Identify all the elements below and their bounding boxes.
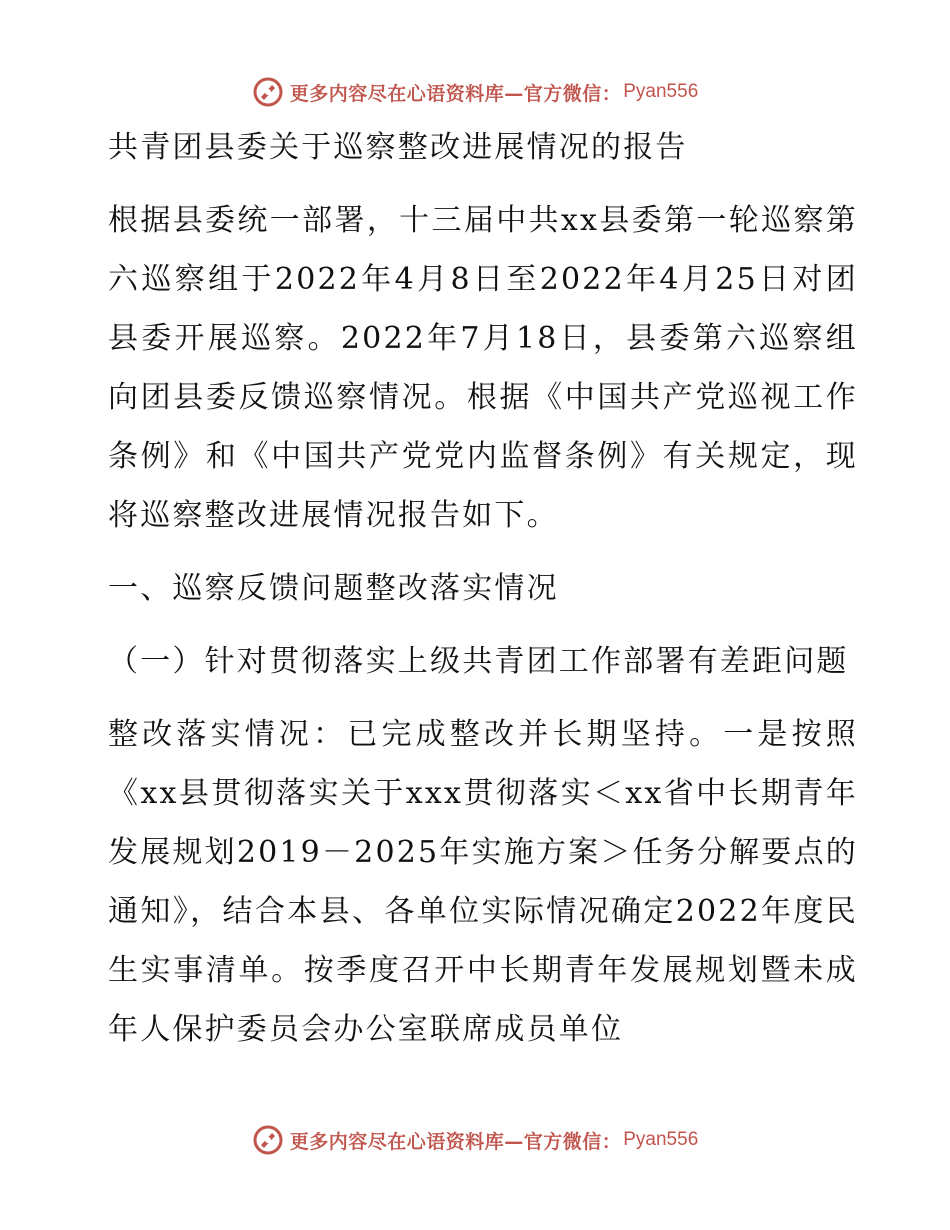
watermark-id: Pyan556: [623, 1129, 699, 1150]
document-body: [98, 118, 858, 1059]
watermark-text: 更多内容尽在心语资料库—官方微信：: [289, 1130, 622, 1153]
logo-icon: [252, 1124, 284, 1156]
document-title: 共青团县委关于巡察整改进展情况的报告: [108, 130, 688, 165]
body-paragraph: 整改落实情况：已完成整改并长期坚持。一是按照《xx县贯彻落实关于xxx贯彻落实＜xx省中长期青年发展规划2019－2025年实施方案＞任务分解要点的通知》，结合本县、各单位实际情况确定2022年度民生实事清单。按季度召开中长期青年发展规划暨未成年人保护委员会办公室联席成员单位: [108, 717, 858, 1047]
watermark-id: Pyan556: [623, 81, 699, 102]
watermark-text: 更多内容尽在心语资料库—官方微信：: [289, 82, 622, 105]
intro-paragraph: 根据县委统一部署，十三届中共xx县委第一轮巡察第六巡察组于2022年4月8日至2022年4月25日对团县委开展巡察。2022年7月18日，县委第六巡察组向团县委反馈巡察情况。根据《中国共产党巡视工作条例》和《中国共产党党内监督条例》有关规定，现将巡察整改进展情况报告如下。: [108, 203, 858, 533]
section-heading: 一、巡察反馈问题整改落实情况: [108, 571, 559, 606]
subsection-heading: （一）针对贯彻落实上级共青团工作部署有差距问题: [108, 644, 849, 679]
watermark-footer: [0, 1120, 950, 1160]
logo-icon: [252, 76, 284, 108]
watermark-header: [0, 72, 950, 112]
